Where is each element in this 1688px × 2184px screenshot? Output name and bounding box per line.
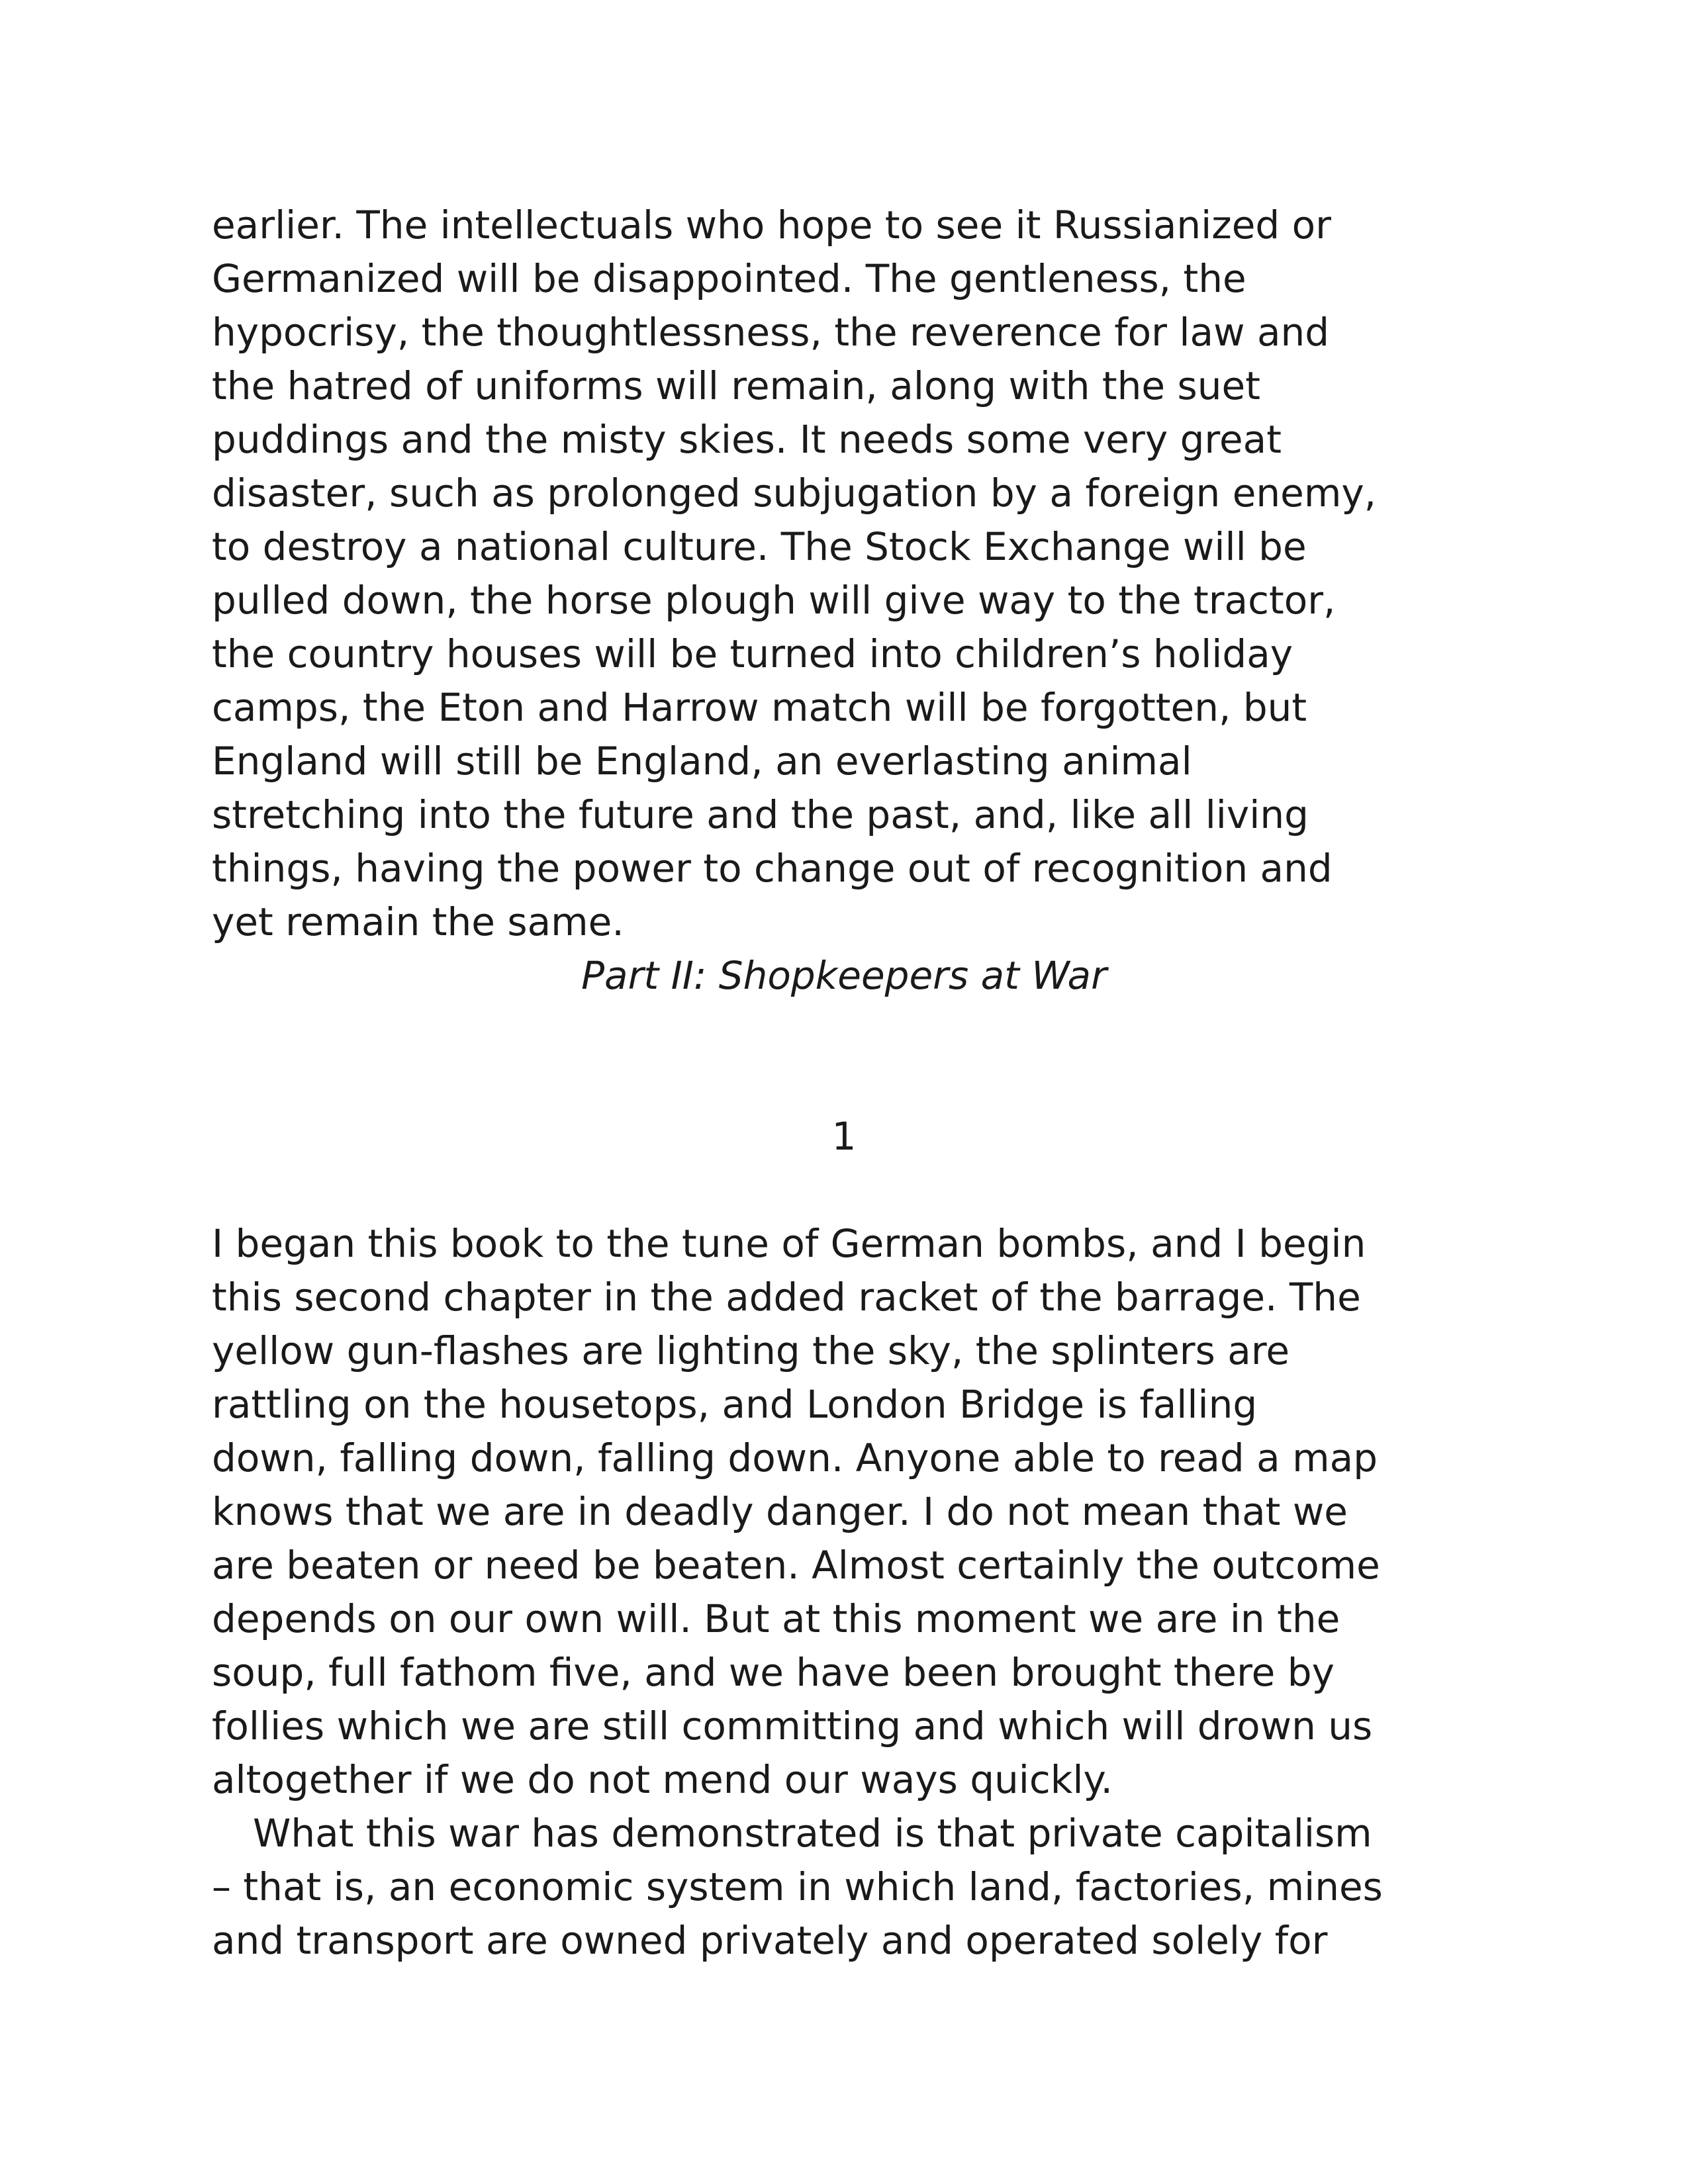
text-line: I began this book to the tune of German bombs, and I begin [212,1221,1366,1266]
text-line: pulled down, the horse plough will give way to the tractor, [212,578,1336,623]
text-line: disaster, such as prolonged subjugation by a foreign enemy, [212,471,1377,516]
text-line: are beaten or need be beaten. Almost certainly the outcome [212,1543,1380,1588]
text-line: and transport are owned privately and operated solely for [212,1918,1328,1963]
paragraph-chapter-opening [212,1217,1476,1807]
text-line: the country houses will be turned into children’s holiday [212,631,1293,676]
text-line: knows that we are in deadly danger. I do not mean that we [212,1489,1348,1534]
part-heading: Part II: Shopkeepers at War [581,953,1107,998]
text-line: – that is, an economic system in which land, factories, mines [212,1864,1383,1909]
text-line: earlier. The intellectuals who hope to see it Russianized or [212,203,1332,248]
paragraph-closing-part-one [212,199,1476,949]
paragraph-capitalism [212,1807,1476,1968]
text-line: Germanized will be disappointed. The gentleness, the [212,256,1246,301]
chapter-number: 1 [831,1114,857,1159]
document-page [212,199,1476,1968]
text-line: soup, full fathom five, and we have been brought there by [212,1650,1335,1695]
text-line: puddings and the misty skies. It needs some very great [212,417,1282,462]
text-line: down, falling down, falling down. Anyone able to read a map [212,1435,1378,1480]
text-line: hypocrisy, the thoughtlessness, the reverence for law and [212,310,1330,355]
text-line: things, having the power to change out of recognition and [212,846,1333,891]
text-line: this second chapter in the added racket of the barrage. The [212,1275,1361,1320]
text-line: yet remain the same. [212,899,624,944]
text-line: camps, the Eton and Harrow match will be forgotten, but [212,685,1307,730]
text-line: England will still be England, an everlasting animal [212,739,1192,784]
text-line: depends on our own will. But at this moment we are in the [212,1596,1340,1641]
text-line: yellow gun-flashes are lighting the sky, the splinters are [212,1328,1290,1373]
text-line: the hatred of uniforms will remain, along with the suet [212,363,1260,408]
text-line: rattling on the housetops, and London Bridge is falling [212,1382,1258,1427]
text-line: follies which we are still committing and which will drown us [212,1704,1373,1749]
text-line: to destroy a national culture. The Stock Exchange will be [212,524,1307,569]
text-line: stretching into the future and the past, and, like all living [212,792,1309,837]
text-line: What this war has demonstrated is that private capitalism [253,1811,1372,1856]
text-line: altogether if we do not mend our ways quickly. [212,1757,1113,1802]
